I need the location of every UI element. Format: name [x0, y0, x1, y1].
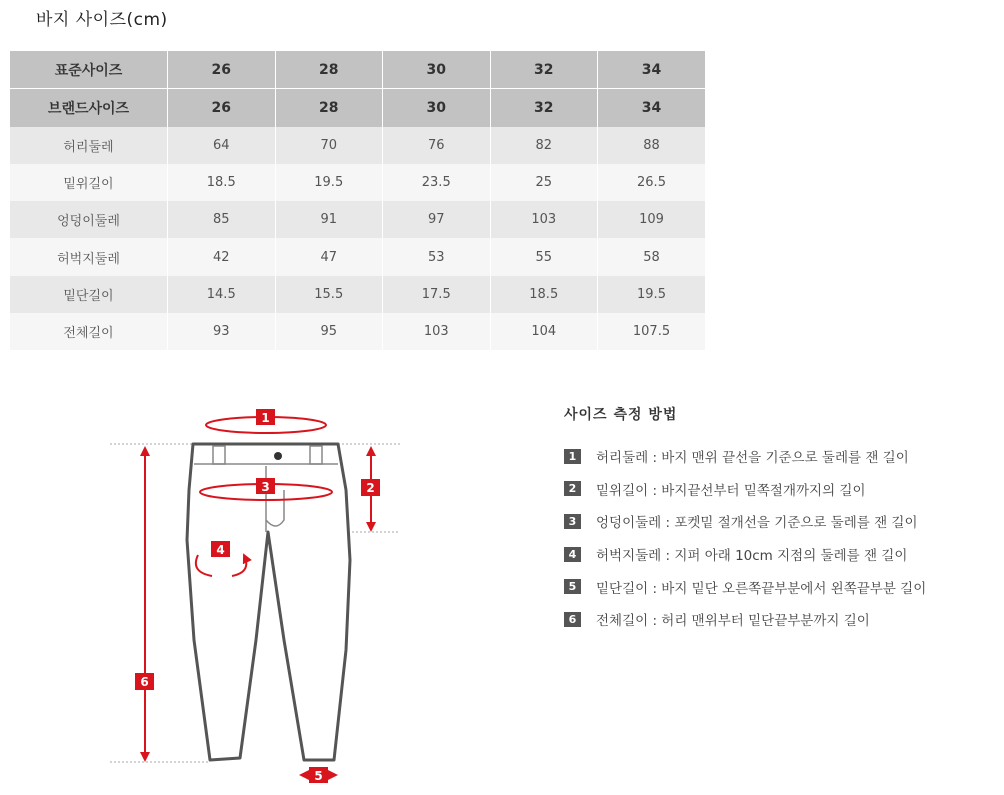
table-header-row	[10, 51, 705, 89]
step-text: 전체길이 : 허리 맨위부터 밑단끝부분까지 길이	[596, 613, 870, 630]
step-text: 엉덩이둘레 : 포켓밑 절개선을 기준으로 둘레를 잰 길이	[596, 515, 918, 532]
list-item	[564, 603, 926, 636]
table-cell: 85	[168, 201, 276, 238]
step-number-badge: 4	[564, 547, 581, 562]
table-header-cell: 30	[383, 51, 491, 89]
table-cell: 53	[383, 238, 491, 275]
table-cell: 82	[490, 127, 598, 164]
step-text: 허벅지둘레 : 지퍼 아래 10cm 지점의 둘레를 잰 길이	[596, 548, 908, 565]
table-header-cell: 28	[275, 89, 383, 127]
table-header-row	[10, 89, 705, 127]
table-header-cell: 28	[275, 51, 383, 89]
marker-1: 1	[261, 411, 270, 425]
list-item	[564, 473, 926, 506]
table-row	[10, 127, 705, 164]
table-cell: 97	[383, 201, 491, 238]
table-cell: 허벅지둘레	[10, 238, 168, 275]
table-cell: 95	[275, 313, 383, 350]
button-icon	[274, 452, 282, 460]
table-cell: 25	[490, 164, 598, 201]
table-header-cell: 34	[598, 51, 706, 89]
table-cell: 18.5	[168, 164, 276, 201]
table-header-cell: 30	[383, 89, 491, 127]
marker-3: 3	[261, 480, 270, 494]
table-cell: 103	[490, 201, 598, 238]
table-cell: 103	[383, 313, 491, 350]
table-row	[10, 313, 705, 350]
table-cell: 23.5	[383, 164, 491, 201]
step-text: 허리둘레 : 바지 맨위 끝선을 기준으로 둘레를 잰 길이	[596, 450, 909, 467]
table-cell: 밑위길이	[10, 164, 168, 201]
measure-title: 사이즈 측정 방법	[564, 407, 678, 423]
list-item	[564, 505, 926, 538]
step-number-badge: 1	[564, 449, 581, 464]
marker-4: 4	[216, 543, 225, 557]
table-cell: 109	[598, 201, 706, 238]
table-cell: 64	[168, 127, 276, 164]
size-table	[10, 51, 705, 350]
table-header-cell: 32	[490, 51, 598, 89]
table-cell: 42	[168, 238, 276, 275]
table-row	[10, 276, 705, 313]
table-header-cell: 브랜드사이즈	[10, 89, 168, 127]
step-number-badge: 6	[564, 612, 581, 627]
table-row	[10, 238, 705, 275]
table-cell: 엉덩이둘레	[10, 201, 168, 238]
step-number-badge: 3	[564, 514, 581, 529]
list-item	[564, 538, 926, 571]
marker-5: 5	[314, 769, 323, 783]
table-cell: 47	[275, 238, 383, 275]
table-cell: 19.5	[598, 276, 706, 313]
table-cell: 70	[275, 127, 383, 164]
table-cell: 91	[275, 201, 383, 238]
table-cell: 14.5	[168, 276, 276, 313]
pants-diagram	[100, 400, 410, 790]
table-cell: 허리둘레	[10, 127, 168, 164]
table-header-cell: 26	[168, 51, 276, 89]
table-cell: 18.5	[490, 276, 598, 313]
table-cell: 26.5	[598, 164, 706, 201]
measure-steps	[564, 440, 926, 636]
table-row	[10, 164, 705, 201]
table-cell: 88	[598, 127, 706, 164]
list-item	[564, 570, 926, 603]
table-cell: 17.5	[383, 276, 491, 313]
table-cell: 전체길이	[10, 313, 168, 350]
step-text: 밑단길이 : 바지 밑단 오른쪽끝부분에서 왼쪽끝부분 길이	[596, 580, 927, 597]
page-title: 바지 사이즈(cm)	[36, 10, 168, 30]
step-number-badge: 5	[564, 579, 581, 594]
table-cell: 55	[490, 238, 598, 275]
table-cell: 93	[168, 313, 276, 350]
step-text: 밑위길이 : 바지끝선부터 밑쪽절개까지의 길이	[596, 482, 866, 499]
marker-6: 6	[140, 675, 149, 689]
table-cell: 104	[490, 313, 598, 350]
table-cell: 19.5	[275, 164, 383, 201]
table-cell: 58	[598, 238, 706, 275]
table-cell: 15.5	[275, 276, 383, 313]
table-row	[10, 201, 705, 238]
list-item	[564, 440, 926, 473]
table-header-cell: 표준사이즈	[10, 51, 168, 89]
table-cell: 107.5	[598, 313, 706, 350]
table-cell: 밑단길이	[10, 276, 168, 313]
step-number-badge: 2	[564, 481, 581, 496]
table-cell: 76	[383, 127, 491, 164]
marker-2: 2	[366, 481, 375, 495]
table-header-cell: 34	[598, 89, 706, 127]
table-header-cell: 32	[490, 89, 598, 127]
table-header-cell: 26	[168, 89, 276, 127]
